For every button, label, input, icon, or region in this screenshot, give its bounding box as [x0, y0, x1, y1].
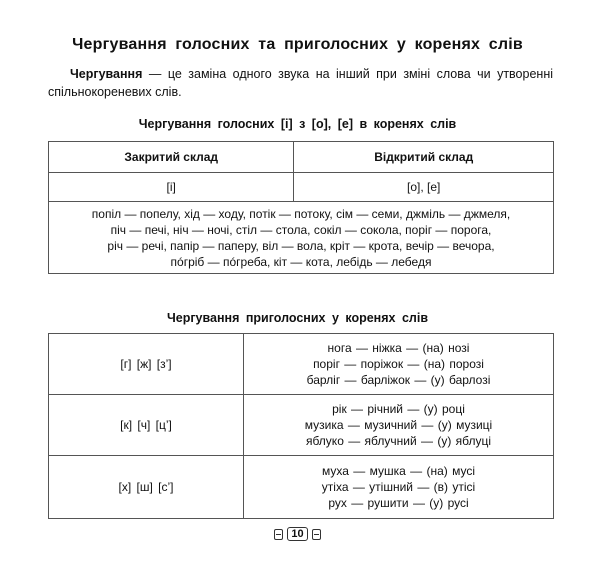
- example-line: рух — рушити — (у) русі: [328, 496, 469, 510]
- consonant-examples: [244, 334, 554, 395]
- consonant-sounds: [г] [ж] [з’]: [49, 334, 244, 395]
- closed-syllable-sound: [і]: [49, 173, 294, 202]
- vowels-example-line: пóгріб — пóгреба, кіт — кота, лебідь — лебедя: [170, 254, 432, 269]
- example-line: муха — мушка — (на) мусі: [321, 464, 475, 478]
- intro-paragraph: [48, 65, 553, 101]
- intro-text: — це заміна одного звука на інший при зміні слова чи утворенні спільнокореневих слів.: [48, 67, 553, 99]
- example-line: поріг — поріжок — (на) порозі: [313, 357, 484, 371]
- table-row: [49, 334, 554, 395]
- page-dash-icon: [312, 529, 321, 540]
- consonant-examples: [244, 395, 554, 456]
- table-row: [49, 395, 554, 456]
- vowels-table: [48, 141, 554, 274]
- vowels-example-line: попіл — попелу, хід — ходу, потік — потоку, сім — семи, джміль — джмеля,: [91, 206, 511, 221]
- example-line: утіха — утішний — (в) утісі: [321, 480, 476, 494]
- vowels-examples: [49, 202, 554, 274]
- example-line: нога — ніжка — (на) нозі: [327, 341, 470, 355]
- consonant-examples: [244, 456, 554, 519]
- table-row: [49, 456, 554, 519]
- open-syllable-header: Відкритий склад: [294, 142, 554, 173]
- vowels-example-line: піч — печі, ніч — ночі, стіл — стола, сокіл — сокола, поріг — порога,: [110, 222, 492, 237]
- example-line: барліг — барліжок — (у) барлозі: [306, 373, 491, 387]
- example-line: рік — річний — (у) році: [332, 402, 465, 416]
- open-syllable-sound: [о], [е]: [294, 173, 554, 202]
- intro-term: Чергування: [70, 67, 143, 81]
- page-dash-icon: [274, 529, 283, 540]
- vowels-example-line: річ — речі, папір — паперу, віл — вола, кріт — крота, вечір — вечора,: [107, 238, 495, 253]
- consonant-sounds: [к] [ч] [ц’]: [49, 395, 244, 456]
- closed-syllable-header: Закритий склад: [49, 142, 294, 173]
- page-number-value: 10: [287, 527, 307, 541]
- example-line: яблуко — яблучний — (у) яблуці: [305, 434, 492, 448]
- example-line: музика — музичний — (у) музиці: [304, 418, 493, 432]
- page-number: [0, 527, 595, 541]
- page-title: Чергування голосних та приголосних у коренях слів: [72, 36, 523, 53]
- consonant-sounds: [х] [ш] [с’]: [49, 456, 244, 519]
- consonants-table-title: Чергування приголосних у коренях слів: [166, 311, 429, 325]
- consonants-table: [48, 333, 554, 519]
- vowels-table-title: Чергування голосних [і] з [о], [е] в коренях слів: [138, 117, 457, 131]
